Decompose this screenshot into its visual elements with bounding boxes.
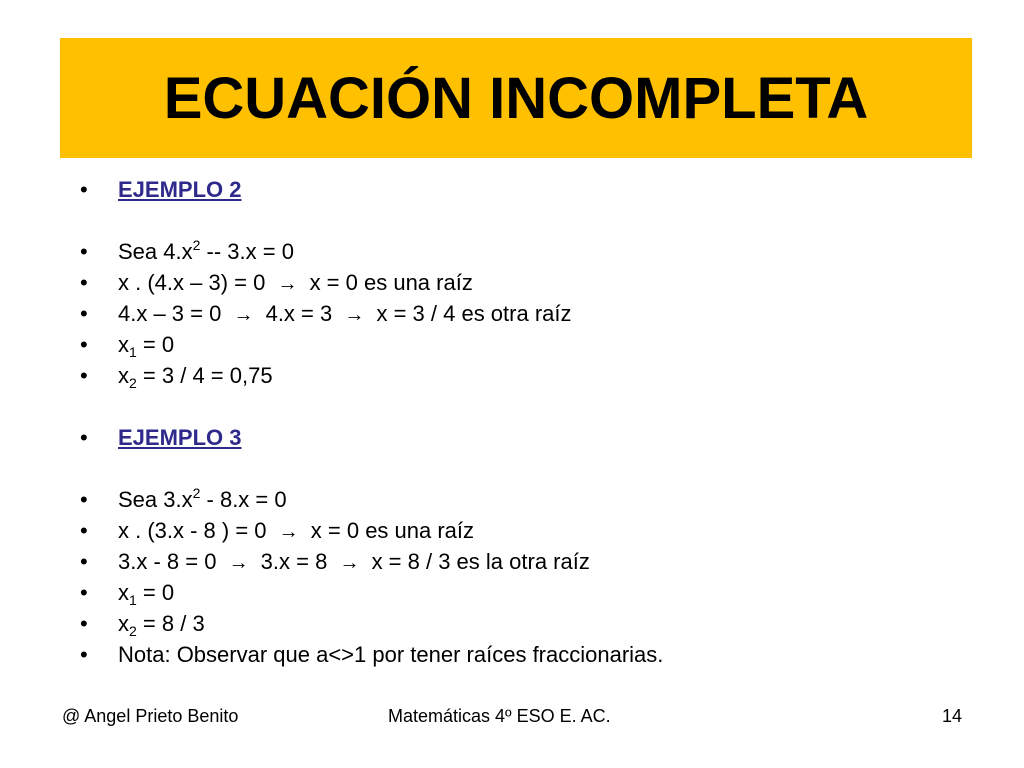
bullet-icon: • [80, 549, 88, 574]
bullet-icon: • [80, 270, 88, 295]
equation-text: 3.x - 8 = 0 → 3.x = 8 → x = 8 / 3 es la otra raíz [118, 546, 590, 579]
bullet-list [76, 174, 976, 670]
equation-text: x . (4.x – 3) = 0 → x = 0 es una raíz [118, 267, 473, 300]
equation-text: x . (3.x - 8 ) = 0 → x = 0 es una raíz [118, 515, 474, 548]
slide-title: ECUACIÓN INCOMPLETA [163, 65, 869, 131]
note-text: Nota: Observar que a<>1 por tener raíces fraccionarias. [118, 642, 664, 667]
equation-text: 4.x – 3 = 0 → 4.x = 3 → x = 3 / 4 es otra raíz [118, 298, 572, 331]
bullet-icon: • [80, 301, 88, 326]
list-item [76, 360, 976, 391]
arrow-icon: → [228, 552, 249, 574]
list-item [76, 298, 976, 329]
bullet-icon: • [80, 518, 88, 543]
equation-text: $x_2 = 3 / 4 = 0,75$ [118, 363, 273, 391]
arrow-icon: → [278, 521, 299, 543]
arrow-icon: → [339, 552, 360, 574]
list-item [76, 329, 976, 360]
equation-text: $x_2 = 8 / 3$ [118, 611, 205, 639]
equation-text: Sea $4.x^2 -- 3.x = 0$ [118, 237, 294, 264]
arrow-icon: → [233, 304, 254, 326]
list-item [76, 639, 976, 670]
footer-course: Matemáticas 4º ESO E. AC. [388, 706, 611, 726]
spacer [76, 453, 976, 484]
list-item [76, 236, 976, 267]
example-2-heading: EJEMPLO 2 [118, 177, 242, 202]
list-item [76, 422, 976, 453]
list-item [76, 174, 976, 205]
equation-text: $x_1 = 0$ [118, 580, 175, 608]
footer-author: @ Angel Prieto Benito [62, 706, 239, 726]
list-item [76, 546, 976, 577]
list-item [76, 484, 976, 515]
equation-text: Sea $3.x^2 - 8.x = 0$ [118, 485, 287, 512]
example-3-heading: EJEMPLO 3 [118, 425, 242, 450]
equation-text: $x_1 = 0$ [118, 332, 175, 360]
bullet-icon: • [80, 363, 88, 388]
bullet-icon: • [80, 611, 88, 636]
bullet-icon: • [80, 177, 88, 202]
bullet-icon: • [80, 642, 88, 667]
spacer [76, 205, 976, 236]
arrow-icon: → [277, 273, 298, 295]
bullet-icon: • [80, 239, 88, 264]
list-item [76, 608, 976, 639]
bullet-icon: • [80, 580, 88, 605]
list-item [76, 515, 976, 546]
page-number: 14 [942, 706, 963, 726]
list-item [76, 577, 976, 608]
list-item [76, 267, 976, 298]
title-banner [60, 38, 972, 158]
bullet-icon: • [80, 425, 88, 450]
bullet-icon: • [80, 487, 88, 512]
spacer [76, 391, 976, 422]
arrow-icon: → [344, 304, 365, 326]
bullet-icon: • [80, 332, 88, 357]
